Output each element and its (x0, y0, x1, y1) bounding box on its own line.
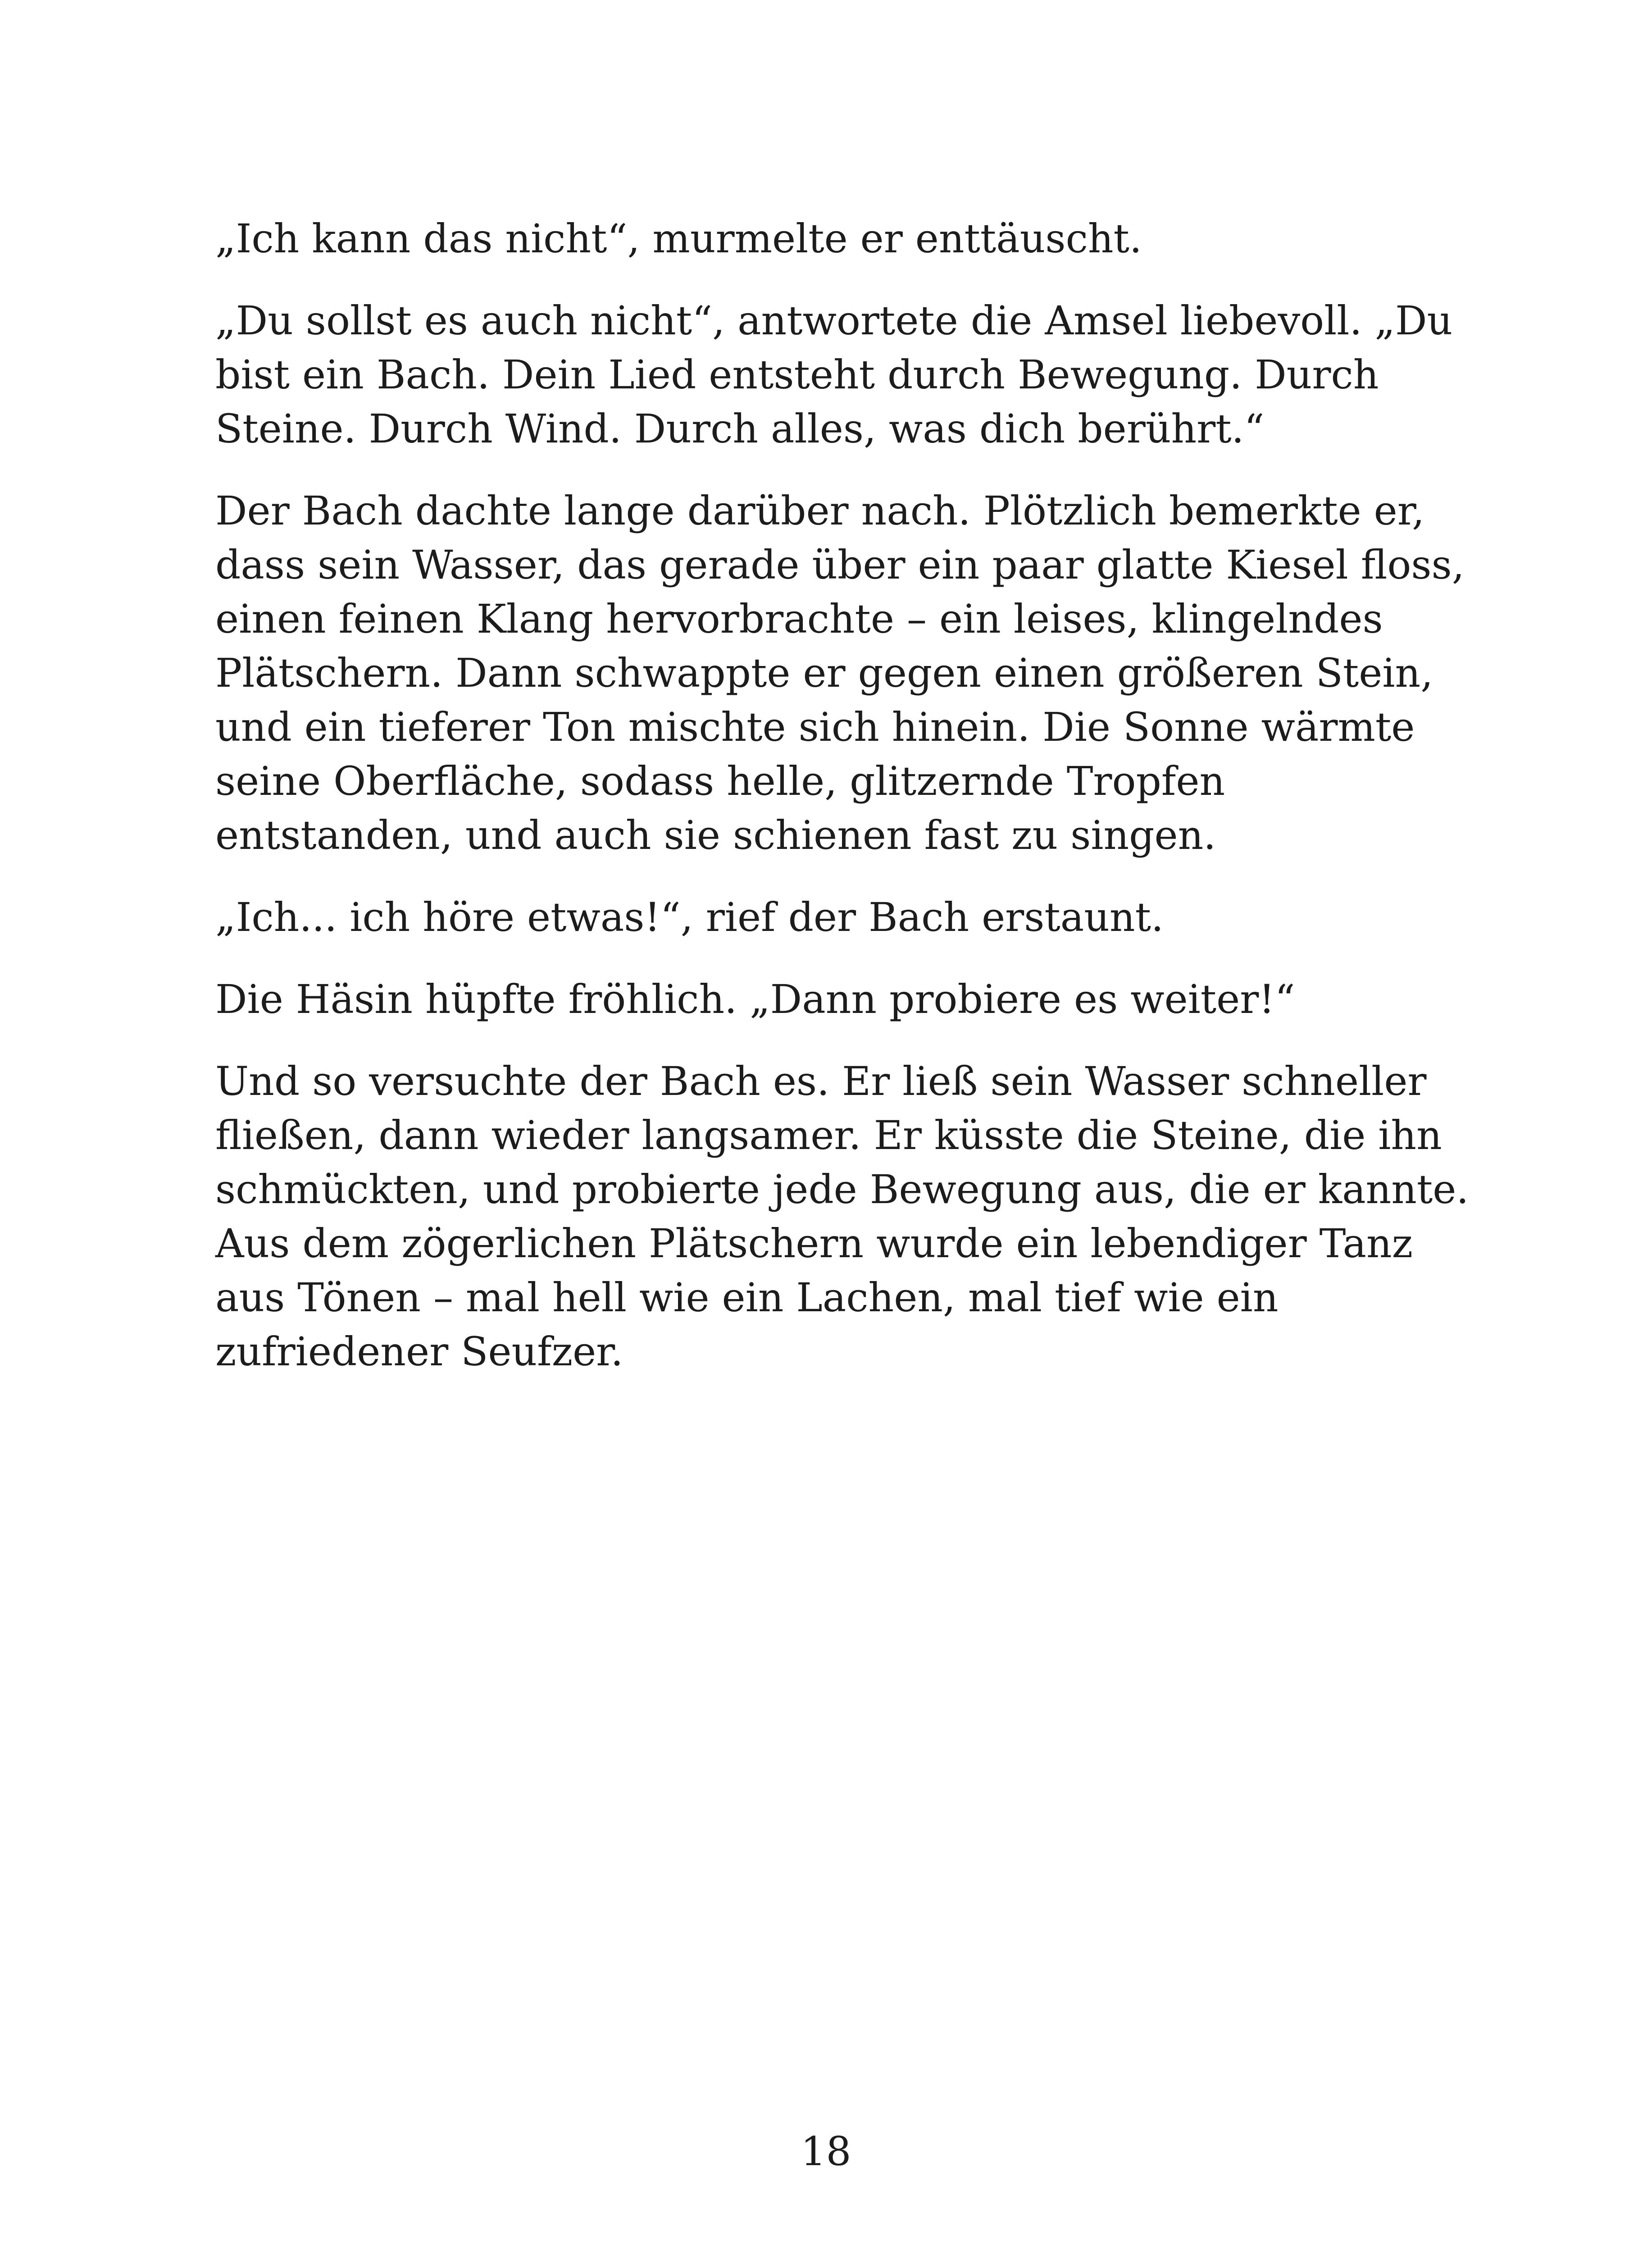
paragraph-5: Die Häsin hüpfte fröhlich. „Dann probiere es weiter!“ (215, 976, 1295, 1022)
paragraph-6: Und so versuchte der Bach es. Er ließ sein Wasser schneller fließen, dann wieder langsamer. Er küsste die Steine, die ihn schmückten, und probierte jede Bewegung aus, die er kannte. Aus dem zögerlichen Plätschern wurde ein lebendiger Tanz aus Tönen – mal hell wie ein Lachen, mal tief wie ein zufriedener Seufzer. (215, 1058, 1469, 1375)
paragraph-2: „Du sollst es auch nicht“, antwortete die Amsel liebevoll. „Du bist ein Bach. Dein Lied entsteht durch Bewegung. Durch Steine. Durch Wind. Durch alles, was dich berührt.“ (215, 297, 1453, 452)
paragraph-3: Der Bach dachte lange darüber nach. Plötzlich bemerkte er, dass sein Wasser, das gerade über ein paar glatte Kiesel floss, einen feinen Klang hervorbrachte – ein leises, klingelndes Plätschern. Dann schwappte er gegen einen größeren Stein, und ein tieferer Ton mischte sich hinein. Die Sonne wärmte seine Oberfläche, sodass helle, glitzernde Tropfen entstanden, und auch sie schienen fast zu singen. (215, 488, 1465, 858)
paragraph-1: „Ich kann das nicht“, murmelte er enttäuscht. (215, 215, 1142, 262)
body-text (215, 212, 1477, 1407)
paragraph-4: „Ich... ich höre etwas!“, rief der Bach erstaunt. (215, 894, 1164, 940)
page-number: 18 (801, 2128, 851, 2175)
